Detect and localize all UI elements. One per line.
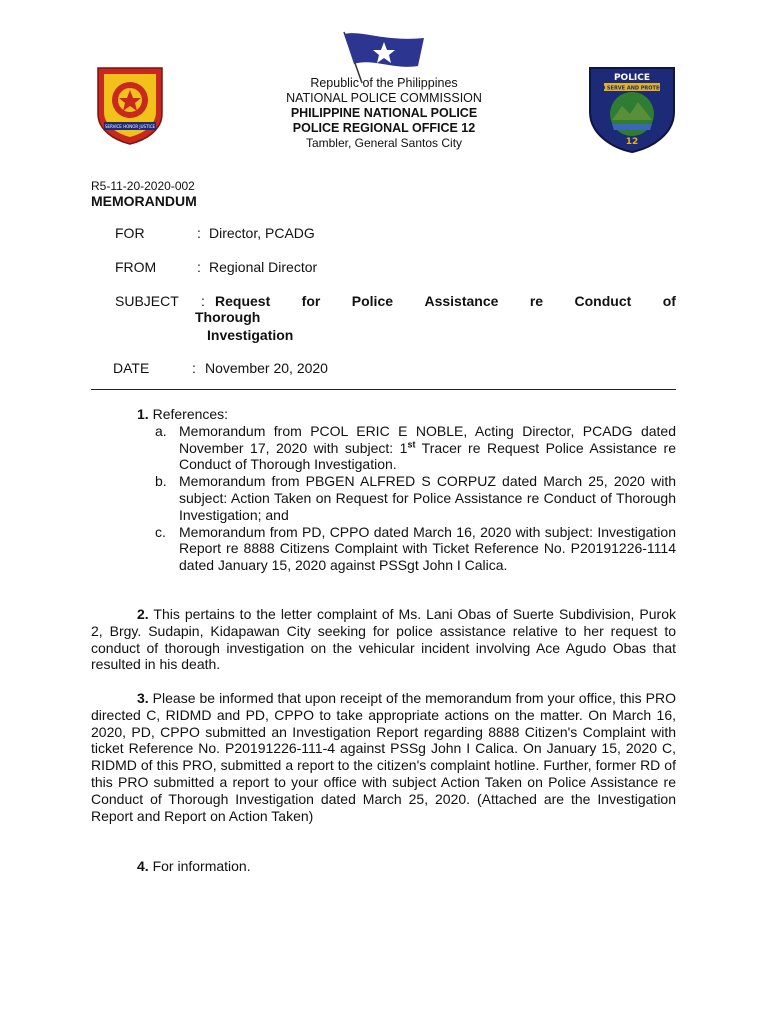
memo-title: MEMORANDUM — [91, 193, 197, 209]
memo-for-label: FOR — [115, 225, 145, 241]
list-item-letter: b. — [155, 473, 167, 490]
pnp-seal-logo — [90, 64, 170, 146]
subject-word: of — [662, 293, 676, 309]
memo-subject-line3: Investigation — [207, 327, 294, 343]
subject-word: re — [529, 293, 544, 309]
pro12-number: 12 — [625, 137, 639, 147]
list-item-letter: c. — [155, 523, 166, 540]
paragraph-references — [91, 406, 676, 574]
paragraph-number: 4. — [137, 858, 149, 874]
paragraph-closing — [91, 858, 722, 875]
memo-date-label: DATE — [113, 360, 150, 376]
letterhead — [234, 76, 534, 151]
list-item-text-cont: Tracer re Request Police Assistance re Conduct of Thorough Investigation. — [179, 439, 676, 473]
memo-subject-line2: Thorough — [195, 309, 261, 325]
memo-reference-number: R5-11-20-2020-002 — [91, 179, 195, 193]
list-item-text: Memorandum from PBGEN ALFRED S CORPUZ dated March 25, 2020 with subject: Action Taken on Request for Police Assistance re Conduct of Thorough Investigation; and — [179, 473, 676, 523]
letterhead-office: POLICE REGIONAL OFFICE 12 — [292, 121, 476, 135]
list-item-text: Memorandum from PCOL ERIC E NOBLE, Acting Director, PCADG dated November 17, 2020 with subject: 1 — [179, 422, 676, 456]
memo-from-label: FROM — [115, 259, 157, 275]
subject-word: Conduct — [574, 293, 632, 309]
paragraph-number: 3. — [137, 690, 149, 706]
subject-word: Assistance — [424, 293, 499, 309]
list-item — [91, 423, 676, 473]
list-item-text: Memorandum from PD, CPPO dated March 16, 2020 with subject: Investigation Report re 8888 Citizens Complaint with Ticket Reference No. P20191226-1114 dated January 15, 2020 against PSSgt John I Calica. — [179, 523, 676, 574]
memo-from-separator: : — [197, 259, 201, 275]
paragraph-text: For information. — [148, 858, 251, 874]
pro12-patch-logo — [586, 62, 678, 154]
pro12-top-text: POLICE — [613, 73, 651, 83]
letterhead-republic: Republic of the Philippines — [310, 76, 458, 90]
memo-date-separator: : — [192, 360, 196, 376]
paragraph-number: 1. — [137, 406, 149, 422]
paragraph-text: This pertains to the letter complaint of Ms. Lani Obas of Suerte Subdivision, Purok 2, Brgy. Sudapin, Kidapawan City seeking for police assistance relative to her request to conduct of thorough investigation on the vehicular incident involving Ace Agudo Obas that resulted in his death. — [91, 606, 676, 673]
subject-word: Police — [351, 293, 394, 309]
header-divider — [91, 389, 676, 390]
memo-subject-separator: : — [201, 293, 205, 309]
references-list — [91, 423, 676, 574]
letterhead-commission: NATIONAL POLICE COMMISSION — [286, 91, 482, 105]
pnp-seal-motto: SERVICE HONOR JUSTICE — [104, 124, 156, 129]
memo-from-value: Regional Director — [209, 259, 318, 275]
memo-for-value: Director, PCADG — [209, 225, 315, 241]
memo-for-separator: : — [197, 225, 201, 241]
memo-date-value: November 20, 2020 — [205, 360, 328, 376]
pro12-banner-text: TO SERVE AND PROTECT — [597, 85, 667, 92]
paragraph-complaint — [91, 606, 676, 673]
memo-subject-label: SUBJECT — [115, 293, 179, 309]
memo-subject-line1 — [215, 293, 676, 309]
references-heading: References: — [152, 406, 229, 422]
paragraph-actions — [91, 690, 676, 824]
letterhead-address: Tambler, General Santos City — [305, 136, 463, 150]
subject-word: for — [301, 293, 321, 309]
subject-word: Request — [215, 293, 271, 309]
paragraph-number: 2. — [137, 606, 149, 622]
list-item-superscript: st — [407, 438, 416, 449]
list-item — [91, 473, 676, 523]
paragraph-text: Please be informed that upon receipt of the memorandum from your office, this PRO directed C, RIDMD and PD, CPPO to take appropriate actions on the matter. On March 16, 2020, PD, CPPO submitted an Investigation Report regarding 8888 Citizen's Complaint with ticket Reference No. P20191226-111-4 against PSSg John I Calica. On January 15, 2020 C, RIDMD of this PRO, submitted a report to the citizen's complaint hotline. Further, former RD of this PRO submitted a report to your office with subject Action Taken on Police Assistance re Conduct of Thorough Investigation dated March 25, 2020. (Attached are the Investigation Report and Report on Action Taken) — [91, 690, 676, 824]
letterhead-agency: PHILIPPINE NATIONAL POLICE — [290, 106, 478, 120]
list-item-letter: a. — [155, 422, 167, 439]
list-item — [91, 524, 676, 574]
